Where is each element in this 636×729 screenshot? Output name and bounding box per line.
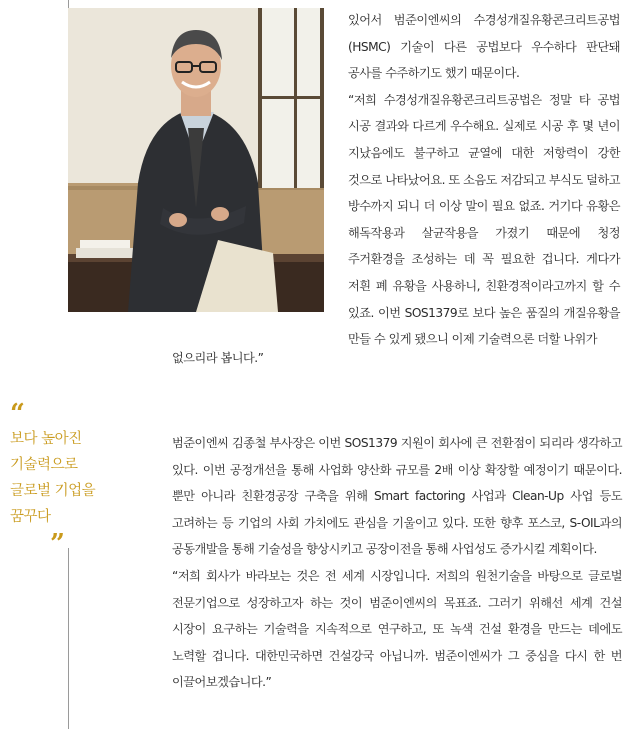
article-paragraph: 범준이엔씨 김종철 부사장은 이번 SOS1379 지원이 회사에 큰 전환점이 되리라 생각하고 있다. 이번 공정개선을 통해 사업화 양산화 규모를 2배 이상 확장할 예정이기 때문이다. 뿐만 아니라 친환경공장 구축을 위해 Smart factoring 사업과 Clean-Up 사업 등도 고려하는 등 기업의 사회 가치에도 관심을 기울이고 있다. 또한 향후 포스코, S-OIL과의 공동개발을 통해 기술성을 향상시키고 공장이전을 통해 사업성도 증가시킬 계획이다. (172, 436, 622, 557)
article-paragraph: 있어서 범준이엔씨의 수경성개질유황콘크리트공법(HSMC) 기술이 다른 공법보다 우수하다 판단돼 공사를 수주하기도 했기 때문이다. (348, 13, 620, 81)
left-rule-bottom (68, 548, 69, 729)
pull-quote-line: 기술력으로 (10, 457, 78, 473)
pull-quote (10, 399, 160, 559)
article-column-top (348, 7, 620, 353)
open-quote-icon: “ (10, 399, 25, 429)
pull-quote-line: 꿈꾸다 (10, 509, 51, 525)
article-paragraph: “저희 회사가 바라보는 것은 전 세계 시장입니다. 저희의 원천기술을 바탕으로 글로벌 전문기업으로 성장하고자 하는 것이 범준이엔씨의 목표죠. 그러기 위해선 세계 건설 시장이 요구하는 기술력을 지속적으로 연구하고, 또 녹색 건설 환경을 만드는 데에도 노력할 겁니다. 대한민국하면 건설강국 아닙니까. 범준이엔씨가 그 중심을 다시 한 번 이끌어보겠습니다.” (172, 568, 622, 690)
article-column-bottom (172, 430, 622, 696)
article-column-continued (172, 345, 622, 372)
close-quote-icon: ” (50, 529, 65, 559)
pull-quote-line: 글로벌 기업을 (10, 483, 96, 499)
portrait-photo (68, 8, 324, 312)
pull-quote-line: 보다 높아진 (10, 431, 82, 447)
article-paragraph: “저희 수경성개질유황콘크리트공법은 정말 타 공법 시공 결과와 다르게 우수해요. 실제로 시공 후 몇 년이 지났음에도 불구하고 균열에 대한 저항력이 강한 것으로 나타났어요. 또 소음도 저감되고 부식도 덜하고 방수까지 되니 더 이상 말이 필요 없죠. 거기다 유황은 해독작용과 살균작용을 가졌기 때문에 청정 주거환경을 조성하는 데 꼭 필요한 겁니다. 게다가 저흰 폐 유황을 사용하니, 친환경적이라고까지 할 수 있죠. 이번 SOS1379로 보다 높은 품질의 개질유황을 만들 수 있게 됐으니 이제 기술력으론 더할 나위가 (348, 92, 620, 347)
article-paragraph: 없으리라 봅니다.” (172, 351, 264, 365)
